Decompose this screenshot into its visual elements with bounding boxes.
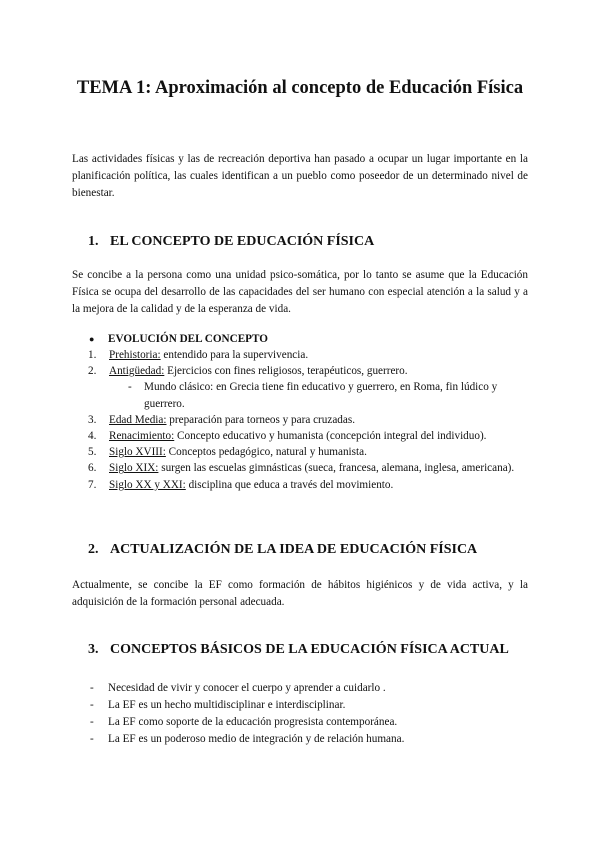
section-2-heading	[88, 541, 477, 559]
section-2-number: 2.	[88, 542, 99, 557]
list-item	[88, 444, 528, 460]
item-number: 2.	[88, 365, 97, 378]
bullet-dot-icon: ●	[89, 334, 95, 344]
section-3-number: 3.	[88, 642, 99, 657]
list-item	[88, 731, 528, 748]
item-term: Siglo XVIII:	[109, 446, 166, 459]
list-item	[88, 428, 528, 444]
dash-marker: -	[128, 381, 132, 394]
item-term: Antigüedad:	[109, 365, 165, 378]
dash-marker: -	[90, 716, 94, 728]
item-number: 1.	[88, 349, 97, 361]
item-term: Prehistoria:	[109, 349, 161, 361]
item-text: Necesidad de vivir y conocer el cuerpo y aprender a cuidarlo .	[108, 682, 386, 694]
item-term: Edad Media:	[109, 413, 167, 426]
evolution-list	[88, 347, 528, 493]
list-item	[88, 697, 528, 714]
list-item	[88, 347, 528, 363]
item-text: preparación para torneos y para cruzadas.	[166, 413, 356, 426]
dash-marker: -	[90, 733, 94, 745]
document-title: TEMA 1: Aproximación al concepto de Educación Física	[76, 78, 524, 98]
section-3-heading	[88, 641, 509, 659]
section-2-title: ACTUALIZACIÓN DE LA IDEA DE EDUCACIÓN FÍSICA	[110, 542, 478, 557]
list-item	[88, 714, 528, 731]
evolution-heading	[89, 331, 268, 348]
item-text: La EF como soporte de la educación progresista contemporánea.	[108, 716, 398, 728]
item-text: Ejercicios con fines religiosos, terapéuticos, guerrero.	[164, 365, 408, 378]
list-item	[88, 680, 528, 697]
basic-concepts-list	[88, 680, 528, 748]
intro-paragraph: Las actividades físicas y las de recreación deportiva han pasado a ocupar un lugar importante en la planificación política, las cuales identifican a un pueblo como poseedor de un determinado nivel de bienestar.	[72, 153, 528, 199]
item-term: Siglo XIX:	[109, 462, 159, 475]
item-number: 7.	[88, 478, 97, 491]
item-term: Siglo XX y XXI:	[109, 478, 186, 491]
item-text: entendido para la supervivencia.	[160, 349, 309, 361]
item-text: La EF es un poderoso medio de integración y de relación humana.	[108, 733, 405, 745]
item-text: Conceptos pedagógico, natural y humanista.	[165, 446, 367, 459]
item-number: 5.	[88, 446, 97, 459]
dash-marker: -	[90, 682, 94, 694]
section-2-paragraph: Actualmente, se concibe la EF como formación de hábitos higiénicos y de vida activa, y la adquisición de la formación personal adecuada.	[72, 579, 528, 608]
item-number: 3.	[88, 413, 97, 426]
section-1-paragraph: Se concibe a la persona como una unidad psico-somática, por lo tanto se asume que la Educación Física se ocupa del desarrollo de las capacidades del ser humano con especial atención a la salud y a la mejora de la calidad y de la esperanza de vida.	[72, 269, 528, 315]
list-item	[88, 363, 528, 379]
item-term: Renacimiento:	[109, 430, 175, 443]
list-item	[88, 460, 528, 476]
list-item	[88, 412, 528, 428]
sub-item-text: Mundo clásico: en Grecia tiene fin educativo y guerrero, en Roma, fin lúdico y guerrero.	[144, 381, 498, 410]
item-text: La EF es un hecho multidisciplinar e interdisciplinar.	[108, 699, 346, 711]
sub-list-item	[88, 379, 528, 411]
evolution-heading-text: EVOLUCIÓN DEL CONCEPTO	[108, 333, 268, 345]
item-text: surgen las escuelas gimnásticas (sueca, francesa, alemana, inglesa, americana).	[158, 462, 515, 475]
section-3-title: CONCEPTOS BÁSICOS DE LA EDUCACIÓN FÍSICA ACTUAL	[110, 642, 509, 657]
item-number: 6.	[88, 462, 97, 475]
item-text: disciplina que educa a través del movimiento.	[185, 478, 394, 491]
list-item	[88, 477, 528, 493]
dash-marker: -	[90, 699, 94, 711]
section-1-heading	[88, 233, 374, 251]
item-text: Concepto educativo y humanista (concepción integral del individuo).	[174, 430, 487, 443]
item-number: 4.	[88, 430, 97, 443]
section-1-number: 1.	[88, 234, 99, 249]
section-1-title: EL CONCEPTO DE EDUCACIÓN FÍSICA	[110, 234, 375, 249]
